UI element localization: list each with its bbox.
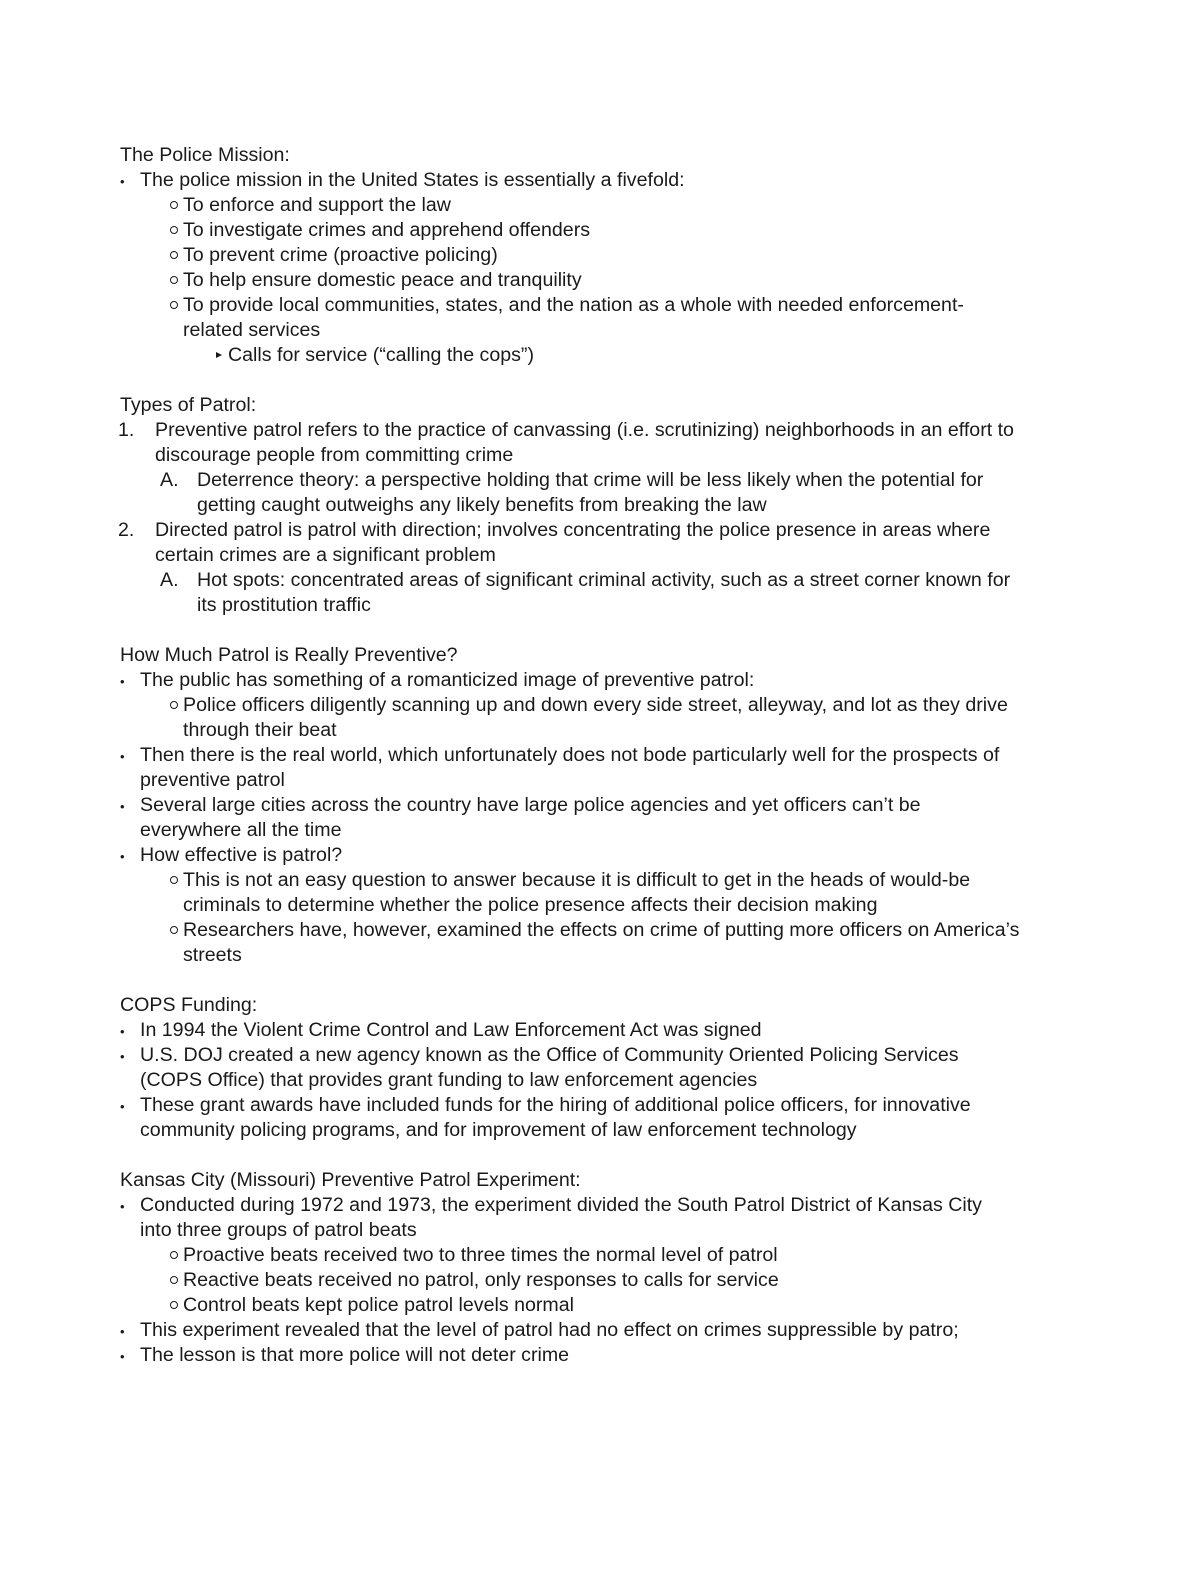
list-item-text: Directed patrol is patrol with direction; involves concentrating the police presence in areas where [155, 519, 991, 541]
list-item [0, 846, 1200, 870]
list-item-text: To prevent crime (proactive policing) [183, 244, 498, 266]
list-item [0, 571, 1200, 595]
list-item [0, 171, 1200, 195]
list-item-text: Several large cities across the country have large police agencies and yet officers can’t be [140, 794, 921, 816]
list-item-text: Deterrence theory: a perspective holding that crime will be less likely when the potential for [197, 469, 984, 491]
list-item-text: everywhere all the time [140, 819, 342, 841]
list-item [0, 346, 1200, 370]
list-item-text: The police mission in the United States is essentially a fivefold: [140, 169, 685, 191]
bullet-dot-icon: • [120, 1024, 125, 1039]
list-item-text: To help ensure domestic peace and tranquility [183, 269, 582, 291]
section-heading-text: The Police Mission: [120, 144, 290, 166]
list-item [0, 946, 1200, 970]
section-heading [0, 996, 1200, 1020]
bullet-dot-icon: • [120, 1199, 125, 1214]
bullet-circle-icon [170, 201, 178, 209]
list-item [0, 496, 1200, 520]
bullet-circle-icon [170, 301, 178, 309]
list-item-text: How effective is patrol? [140, 844, 343, 866]
bullet-circle-icon [170, 1301, 178, 1309]
bullet-dot-icon: • [120, 799, 125, 814]
list-item-text: criminals to determine whether the police presence affects their decision making [183, 894, 878, 916]
list-item-text: Control beats kept police patrol levels normal [183, 1294, 574, 1316]
list-item-text: Researchers have, however, examined the effects on crime of putting more officers on America’s [183, 919, 1020, 941]
list-item-text: In 1994 the Violent Crime Control and Law Enforcement Act was signed [140, 1019, 762, 1041]
section-heading-text: How Much Patrol is Really Preventive? [120, 644, 458, 666]
list-item [0, 746, 1200, 770]
bullet-dot-icon: • [120, 674, 125, 689]
section-heading-text: COPS Funding: [120, 994, 258, 1016]
list-item [0, 671, 1200, 695]
list-item [0, 1346, 1200, 1370]
bullet-dot-icon: • [120, 1049, 125, 1064]
bullet-circle-icon [170, 276, 178, 284]
list-item-text: Conducted during 1972 and 1973, the experiment divided the South Patrol District of Kansas City [140, 1194, 982, 1216]
list-item-text: To enforce and support the law [183, 194, 451, 216]
list-item [0, 1196, 1200, 1220]
list-item [0, 271, 1200, 295]
section-heading [0, 146, 1200, 170]
list-marker: A. [160, 569, 179, 591]
list-item [0, 1246, 1200, 1270]
list-item-text: its prostitution traffic [197, 594, 371, 616]
list-item [0, 296, 1200, 320]
list-item [0, 896, 1200, 920]
list-item [0, 921, 1200, 945]
list-item-text: preventive patrol [140, 769, 285, 791]
list-item-text: Then there is the real world, which unfortunately does not bode particularly well for the prospects of [140, 744, 1000, 766]
bullet-triangle-icon [216, 352, 222, 358]
list-item [0, 1221, 1200, 1245]
bullet-circle-icon [170, 1276, 178, 1284]
list-item [0, 821, 1200, 845]
bullet-circle-icon [170, 876, 178, 884]
list-item [0, 521, 1200, 545]
list-item [0, 1296, 1200, 1320]
bullet-circle-icon [170, 226, 178, 234]
list-item-text: Proactive beats received two to three times the normal level of patrol [183, 1244, 778, 1266]
list-item-text: To provide local communities, states, and the nation as a whole with needed enforcement- [183, 294, 964, 316]
list-item [0, 1271, 1200, 1295]
list-item [0, 246, 1200, 270]
list-item [0, 1071, 1200, 1095]
section-heading [0, 396, 1200, 420]
bullet-circle-icon [170, 926, 178, 934]
list-item-text: getting caught outweighs any likely benefits from breaking the law [197, 494, 767, 516]
list-item-text: U.S. DOJ created a new agency known as the Office of Community Oriented Policing Services [140, 1044, 959, 1066]
list-item [0, 1121, 1200, 1145]
list-item-text: To investigate crimes and apprehend offenders [183, 219, 591, 241]
list-marker: 2. [118, 519, 135, 541]
list-item [0, 221, 1200, 245]
list-item [0, 546, 1200, 570]
list-item [0, 471, 1200, 495]
list-item [0, 696, 1200, 720]
list-item-text: These grant awards have included funds for the hiring of additional police officers, for innovative [140, 1094, 971, 1116]
list-marker: A. [160, 469, 179, 491]
list-item [0, 796, 1200, 820]
bullet-dot-icon: • [120, 1349, 125, 1364]
list-item-text: Calls for service (“calling the cops”) [228, 344, 534, 366]
list-item-text: through their beat [183, 719, 337, 741]
bullet-circle-icon [170, 1251, 178, 1259]
section-heading [0, 646, 1200, 670]
list-item-text: Police officers diligently scanning up and down every side street, alleyway, and lot as they drive [183, 694, 1008, 716]
list-item [0, 871, 1200, 895]
list-item-text: related services [183, 319, 321, 341]
list-item [0, 721, 1200, 745]
list-item-text: Hot spots: concentrated areas of significant criminal activity, such as a street corner known for [197, 569, 1011, 591]
list-item-text: into three groups of patrol beats [140, 1219, 417, 1241]
list-item-text: certain crimes are a significant problem [155, 544, 496, 566]
list-item-text: The lesson is that more police will not deter crime [140, 1344, 570, 1366]
list-item [0, 446, 1200, 470]
list-item [0, 771, 1200, 795]
list-item-text: streets [183, 944, 242, 966]
list-item-text: This is not an easy question to answer because it is difficult to get in the heads of would-be [183, 869, 971, 891]
list-item-text: discourage people from committing crime [155, 444, 514, 466]
list-item [0, 1096, 1200, 1120]
bullet-circle-icon [170, 701, 178, 709]
list-item [0, 421, 1200, 445]
list-item [0, 1321, 1200, 1345]
bullet-dot-icon: • [120, 174, 125, 189]
section-heading-text: Types of Patrol: [120, 394, 257, 416]
list-item [0, 1021, 1200, 1045]
bullet-dot-icon: • [120, 1099, 125, 1114]
bullet-dot-icon: • [120, 849, 125, 864]
bullet-circle-icon [170, 251, 178, 259]
list-item [0, 196, 1200, 220]
list-item [0, 1046, 1200, 1070]
list-item-text: (COPS Office) that provides grant funding to law enforcement agencies [140, 1069, 758, 1091]
list-item-text: The public has something of a romanticized image of preventive patrol: [140, 669, 755, 691]
list-item [0, 321, 1200, 345]
list-item-text: community policing programs, and for improvement of law enforcement technology [140, 1119, 857, 1141]
list-item-text: Preventive patrol refers to the practice of canvassing (i.e. scrutinizing) neighborhoods in an effort to [155, 419, 1014, 441]
bullet-dot-icon: • [120, 1324, 125, 1339]
section-heading [0, 1171, 1200, 1195]
bullet-dot-icon: • [120, 749, 125, 764]
list-marker: 1. [118, 419, 135, 441]
list-item [0, 596, 1200, 620]
list-item-text: Reactive beats received no patrol, only responses to calls for service [183, 1269, 779, 1291]
section-heading-text: Kansas City (Missouri) Preventive Patrol Experiment: [120, 1169, 581, 1191]
list-item-text: This experiment revealed that the level of patrol had no effect on crimes suppressible by patro; [140, 1319, 959, 1341]
